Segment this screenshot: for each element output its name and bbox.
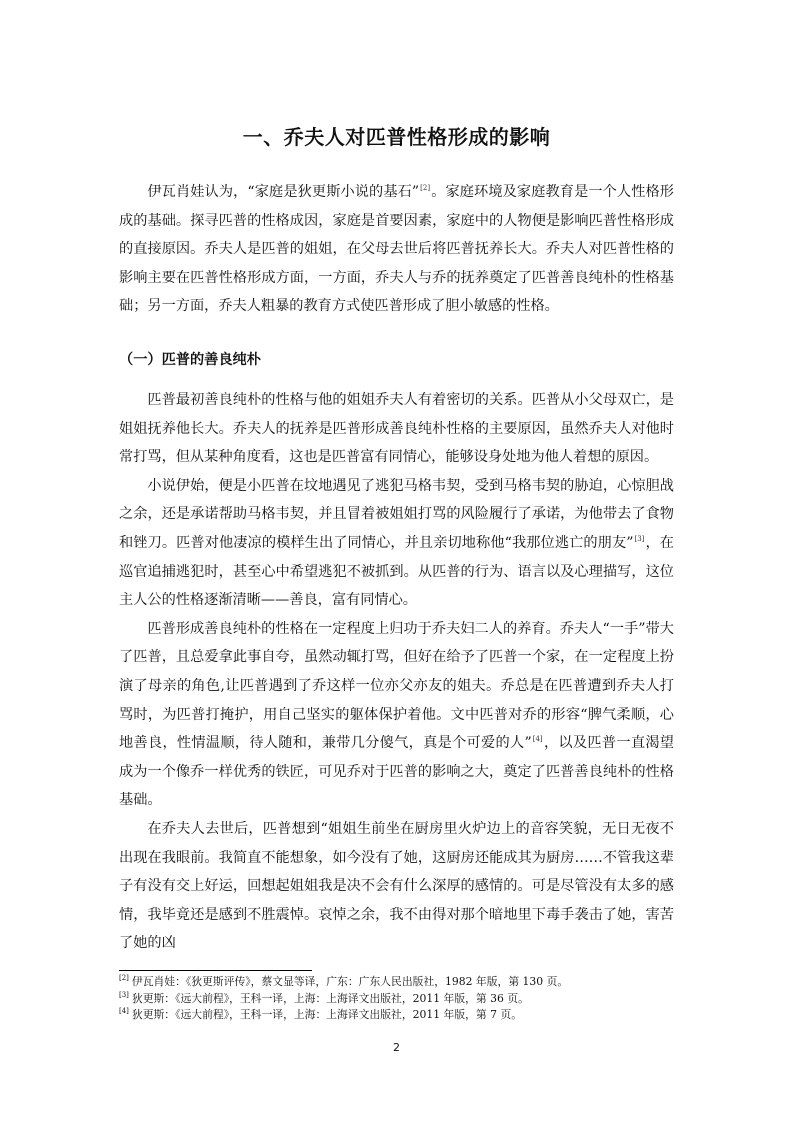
- footnote-number: [2]: [119, 974, 129, 983]
- section-paragraph-2: [119, 472, 674, 615]
- footnote-divider: [119, 970, 312, 971]
- footnote-number: [3]: [119, 990, 129, 999]
- footnote-item: [119, 1007, 674, 1024]
- footnote-ref-3[interactable]: [3]: [634, 535, 645, 544]
- section-body: [119, 386, 674, 958]
- footnote-text: 伊瓦肖娃：《狄更斯评传》，蔡文显等译，广东：广东人民出版社，1982 年版，第 130 页。: [131, 975, 569, 988]
- footnote-number: [4]: [119, 1007, 129, 1016]
- intro-section: [119, 178, 674, 321]
- footnote-text: 狄更斯：《远大前程》，王科一译，上海：上海译文出版社，2011 年版，第 36 页。: [131, 991, 529, 1005]
- footnote-ref-2[interactable]: [2]: [420, 184, 431, 193]
- paragraph-3-text-start: 匹普形成善良纯朴的性格在一定程度上归功于乔夫妇二人的养育。乔夫人“一手”带大了匹普，且总爱拿此事自夸，虽然动辄打骂，但好在给予了匹普一个家，在一定程度上扮演了母亲的角色,让匹普遇到了乔这样一位亦父亦友的姐夫。乔总是在匹普遭到乔夫人打骂时，为匹普打掩护，用自己坚实的躯体保护着他。文中匹普对乔的形容“脾气柔顺，心地善良，性情温顺，待人随和，兼带几分傻气，真是个可爱的人”: [119, 620, 674, 752]
- footnote-text: 狄更斯：《远大前程》，王科一译，上海：上海译文出版社，2011 年版，第 7 页。: [131, 1008, 523, 1021]
- intro-text-end: 。家庭环境及家庭教育是一个人性格形成的基础。探寻匹普的性格成因，家庭是首要因素，家庭中的人物便是影响匹普性格形成的直接原因。乔夫人是匹普的姐姐，在父母去世后将匹普抚养长大。乔夫人对匹普性格的影响主要在匹普性格形成方面，一方面，乔夫人与乔的抚养奠定了匹普善良纯朴的性格基础；另一方面，乔夫人粗暴的教育方式使匹普形成了胆小敏感的性格。: [119, 184, 674, 315]
- footnote-item: [119, 974, 674, 991]
- paragraph-2-text-start: 小说伊始，便是小匹普在坟地遇见了逃犯马格韦契，受到马格韦契的胁迫，心惊胆战之余，还是承诺帮助马格韦契，并且冒着被姐姐打骂的风险履行了承诺，为他带去了食物和锉刀。匹普对他凄凉的模样生出了同情心，并且亲切地称他“我那位逃亡的朋友”: [119, 477, 674, 551]
- footnotes: [119, 974, 674, 1024]
- paragraph-3-text-end: ，以及匹普一直渴望成为一个像乔一样优秀的铁匠，可见乔对于匹普的影响之大，奠定了匹普善良纯朴的性格基础。: [119, 735, 674, 809]
- footnote-ref-4[interactable]: [4]: [532, 735, 543, 744]
- page-number: 2: [393, 1041, 400, 1054]
- intro-paragraph: [119, 178, 674, 321]
- section-paragraph-1: 匹普最初善良纯朴的性格与他的姐姐乔夫人有着密切的关系。匹普从小父母双亡，是姐姐抚养他长大。乔夫人的抚养是匹普形成善良纯朴性格的主要原因，虽然乔夫人对他时常打骂，但从某种角度看，这也是匹普富有同情心，能够设身处地为他人着想的原因。: [119, 392, 674, 466]
- chapter-title: 一、乔夫人对匹普性格形成的影响: [242, 125, 551, 149]
- intro-text-start: 伊瓦肖娃认为，“家庭是狄更斯小说的基石”: [147, 184, 420, 200]
- section-paragraph-4: 在乔夫人去世后，匹普想到“姐姐生前坐在厨房里火炉边上的音容笑貌，无日无夜不出现在我眼前。我简直不能想象，如今没有了她，这厨房还能成其为厨房……不管我这辈子有没有交上好运，回想起姐姐我是决不会有什么深厚的感情的。可是尽管没有太多的感情，我毕竟还是感到不胜震悼。哀悼之余，我不由得对那个暗地里下毒手袭击了她，害苦了她的凶: [119, 820, 674, 952]
- section-heading: （一）匹普的善良纯朴: [119, 352, 261, 368]
- footnote-item: [119, 991, 674, 1008]
- section-paragraph-3: [119, 615, 674, 815]
- paragraph-2-text-end: ，在巡官追捕逃犯时，甚至心中希望逃犯不被抓到。从匹普的行为、语言以及心理描写，这位主人公的性格逐渐清晰——善良，富有同情心。: [119, 534, 674, 609]
